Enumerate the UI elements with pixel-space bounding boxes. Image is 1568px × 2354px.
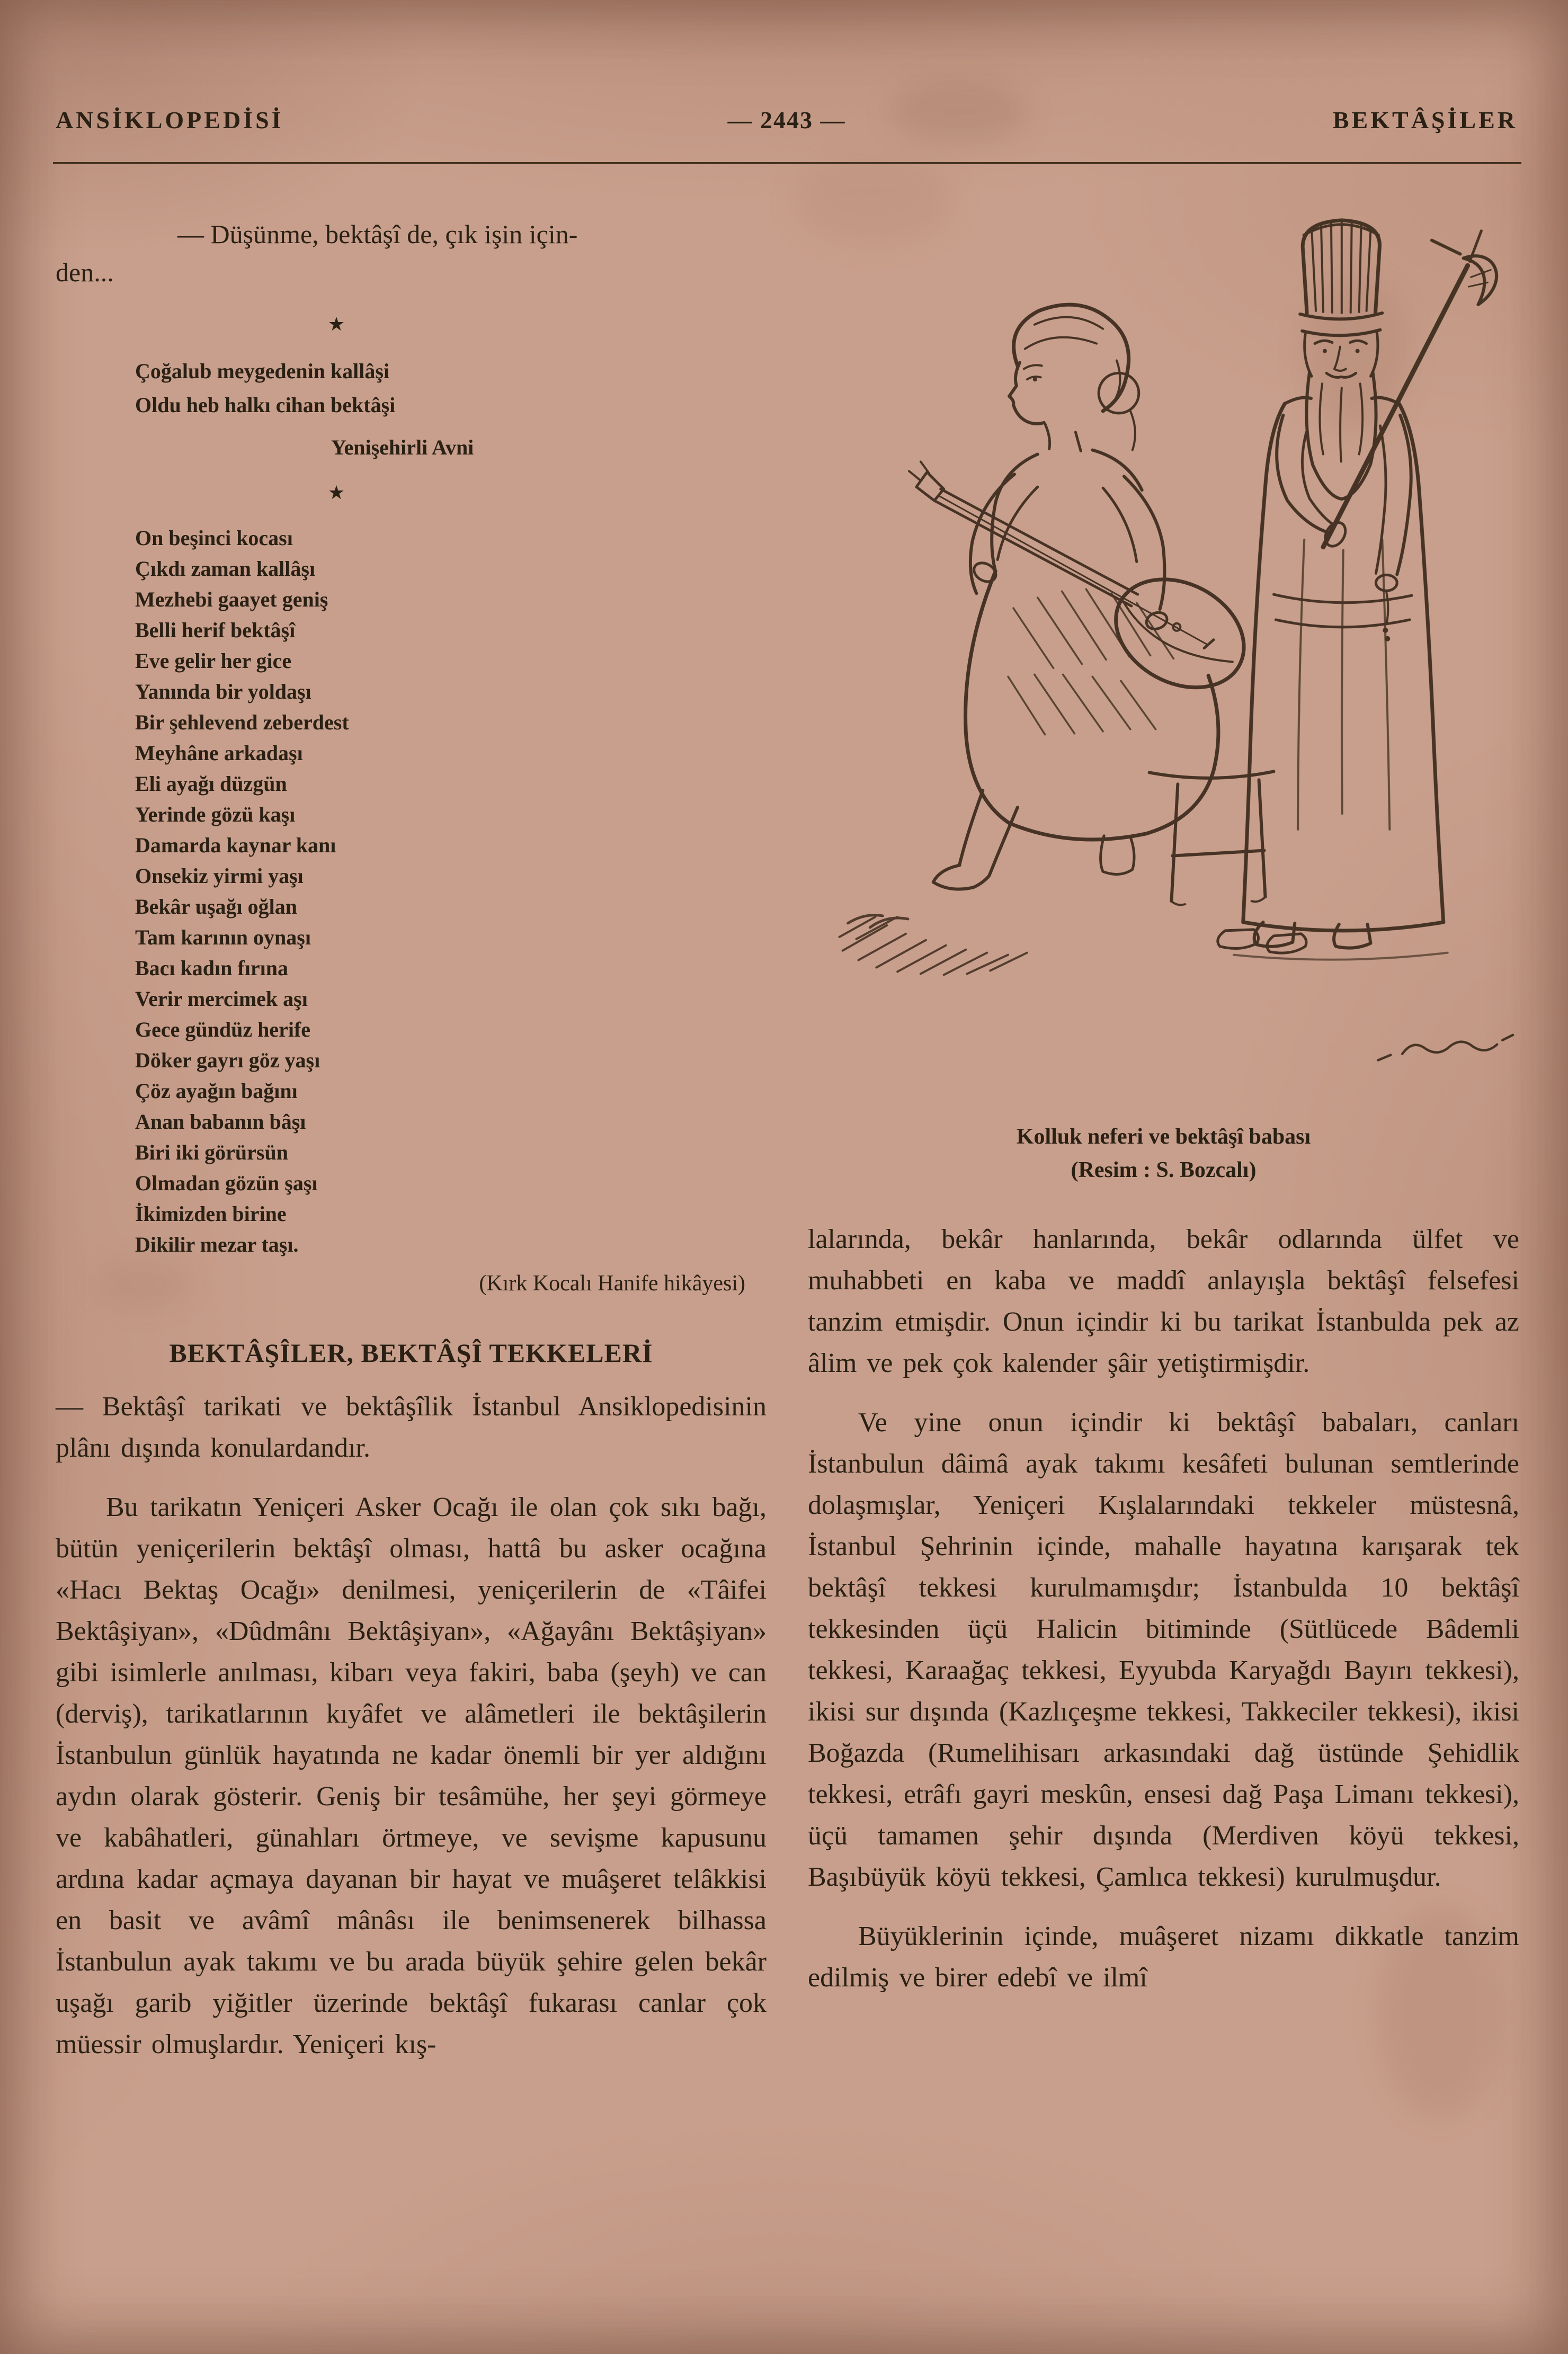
running-title-left: ANSİKLOPEDİSİ <box>56 106 284 133</box>
caption-line: Kolluk neferi ve bektâşî babası <box>1016 1125 1311 1149</box>
poem-line: Onsekiz yirmi yaşı <box>135 864 304 888</box>
saz-player-figure <box>909 305 1273 905</box>
poem-line: Olmadan gözün şaşı <box>135 1171 318 1195</box>
poem-line: İkimizden birine <box>135 1202 287 1226</box>
poem-line: Yerinde gözü kaşı <box>135 802 296 826</box>
paragraph: lalarında, bekâr hanlarında, bekâr odlarında ülfet ve muhabbeti en kaba ve maddî anlayışla bektâşî felsefesi tanzim etmişdir. Onun içindir ki bu tarikat İstanbulda pek az âlim ve pek çok kalender şâir yetiştirmişdir. <box>808 1224 1519 1379</box>
illustration-drawing <box>808 202 1519 1098</box>
paragraph: — Bektâşî tarikati ve bektâşîlik İstanbul Ansiklopedisinin plânı dışında konulardandır. <box>56 1392 767 1463</box>
poem-line: Gece gündüz herife <box>135 1018 311 1041</box>
poem-line: Çıkdı zaman kallâşı <box>135 557 316 581</box>
poem-line: Yanında bir yoldaşı <box>135 680 311 703</box>
poem-line: Çöz ayağın bağını <box>135 1079 298 1103</box>
page-number: — 2443 — <box>727 106 846 133</box>
stool <box>1150 771 1274 905</box>
left-column <box>56 197 767 2065</box>
poem-line: Döker gayrı göz yaşı <box>135 1048 320 1072</box>
page-header <box>56 106 1518 134</box>
poem-attribution: (Kırk Kocalı Hanife hikâyesi) <box>479 1271 745 1296</box>
poem-line: Dikilir mezar taşı. <box>135 1233 299 1256</box>
bektashi-baba-figure <box>1234 220 1496 960</box>
star-separator: ★ <box>327 314 345 335</box>
saz-instrument <box>909 461 1263 709</box>
poem-line: Eli ayağı düzgün <box>135 772 287 796</box>
star-separator: ★ <box>327 482 345 504</box>
paragraph: Büyüklerinin içinde, muâşeret nizamı dikkatle tanzim edilmiş ve birer edebî ve ilmî <box>808 1921 1519 1993</box>
right-column <box>808 197 1519 2065</box>
poem-line: Belli herif bektâşî <box>135 618 296 642</box>
running-title-right: BEKTÂŞİLER <box>1332 106 1518 133</box>
poem-line: Tam karının oynaşı <box>135 925 311 949</box>
columns <box>56 197 1519 2065</box>
poem-line: Anan babanın bâşı <box>135 1110 306 1134</box>
poem-line: Bacı kadın fırına <box>135 956 288 980</box>
ground-shading <box>840 915 1027 975</box>
poem-line: On beşinci kocası <box>135 526 293 550</box>
epigram <box>135 354 767 422</box>
intro-line: den... <box>56 257 114 287</box>
poem-line: Meyhâne arkadaşı <box>135 741 303 765</box>
figure-caption <box>808 1120 1519 1187</box>
epigram-attribution: Yenişehirli Avni <box>331 435 474 459</box>
header-rule <box>53 162 1521 164</box>
poem-line: Damarda kaynar kanı <box>135 833 336 857</box>
artist-signature <box>1378 1035 1513 1060</box>
poem-line: Eve gelir her gice <box>135 649 292 673</box>
intro-paragraph <box>56 215 767 291</box>
poem <box>135 523 767 1260</box>
poem-line: Bekâr uşağı oğlan <box>135 895 297 919</box>
epigram-line: Oldu heb halkı cihan bektâşi <box>135 393 396 417</box>
paragraph: Ve yine onun içindir ki bektâşî babaları, canları İstanbulun dâimâ ayak takımı kesâfeti bulunan semtlerinde dolaşmışlar, Yeniçeri Kışlalarındaki tekkeler müstesnâ, İstanbul Şehrinin içinde, mahalle hayatına karışarak tek bektâşî tekkesi kurulmamışdır; İstanbulda 10 bektâşî tekkesinden üçü Halicin bitiminde (Sütlücede Bâdemli tekkesi, Karaağaç tekkesi, Eyyubda Karyağdı Bayırı tekkesi), ikisi sur dışında (Kazlıçeşme tekkesi, Takkeciler tekkesi), ikisi Boğazda (Rumelihisarı arkasındaki dağ üstünde Şehidlik tekkesi, etrâfı gayri meskûn, ensesi dağ Paşa Limanı tekkesi), üçü tamamen şehir dışında (Merdiven köyü tekkesi, Başıbüyük köyü tekkesi, Çamlıca tekkesi) kurulmuşdur. <box>808 1407 1519 1893</box>
epigram-line: Çoğalub meygedenin kallâşi <box>135 359 390 383</box>
poem-line: Verir mercimek aşı <box>135 987 308 1011</box>
section-heading: BEKTÂŞÎLER, BEKTÂŞÎ TEKKELERİ <box>169 1338 653 1368</box>
poem-line: Bir şehlevend zeberdest <box>135 710 349 734</box>
poem-line: Mezhebi gaayet geniş <box>135 587 328 611</box>
poem-line: Biri iki görürsün <box>135 1140 288 1164</box>
paragraph: Bu tarikatın Yeniçeri Asker Ocağı ile olan çok sıkı bağı, bütün yeniçerilerin bektâşî olması, hattâ bu asker ocağına «Hacı Bektaş Ocağı» denilmesi, yeniçerilerin de «Tâifei Bektâşiyan», «Dûdmânı Bektâşiyan», «Ağayânı Bektâşiyan» gibi isimlerle anılması, kibarı veya fakiri, baba (şeyh) ve can (derviş), tarikatlarının kıyâfet ve alâmetleri ile bektâşilerin İstanbulun günlük hayatında ne kadar önemli bir yer aldığını aydın olarak gösterir. Geniş bir tesâmühe, her şeyi görmeye ve kabâhatleri, günahları örtmeye, ve sevişme kapusunu ardına kadar açmaya dayanan bir hayat ve muâşeret telâkkisi en basit ve avâmî mânâsı ile benimsenerek bilhassa İstanbulun ayak takımı ve bu arada büyük şehire gelen bekâr uşağı garib yiğitler üzerinde bektâşî fukarası canlar çok müessir olmuşlardır. Yeniçeri kış- <box>56 1492 767 2059</box>
caption-credit: (Resim : S. Bozcalı) <box>1071 1158 1257 1183</box>
intro-line: — Düşünme, bektâşî de, çık işin için- <box>177 219 578 249</box>
illustration-figure <box>808 202 1519 1187</box>
